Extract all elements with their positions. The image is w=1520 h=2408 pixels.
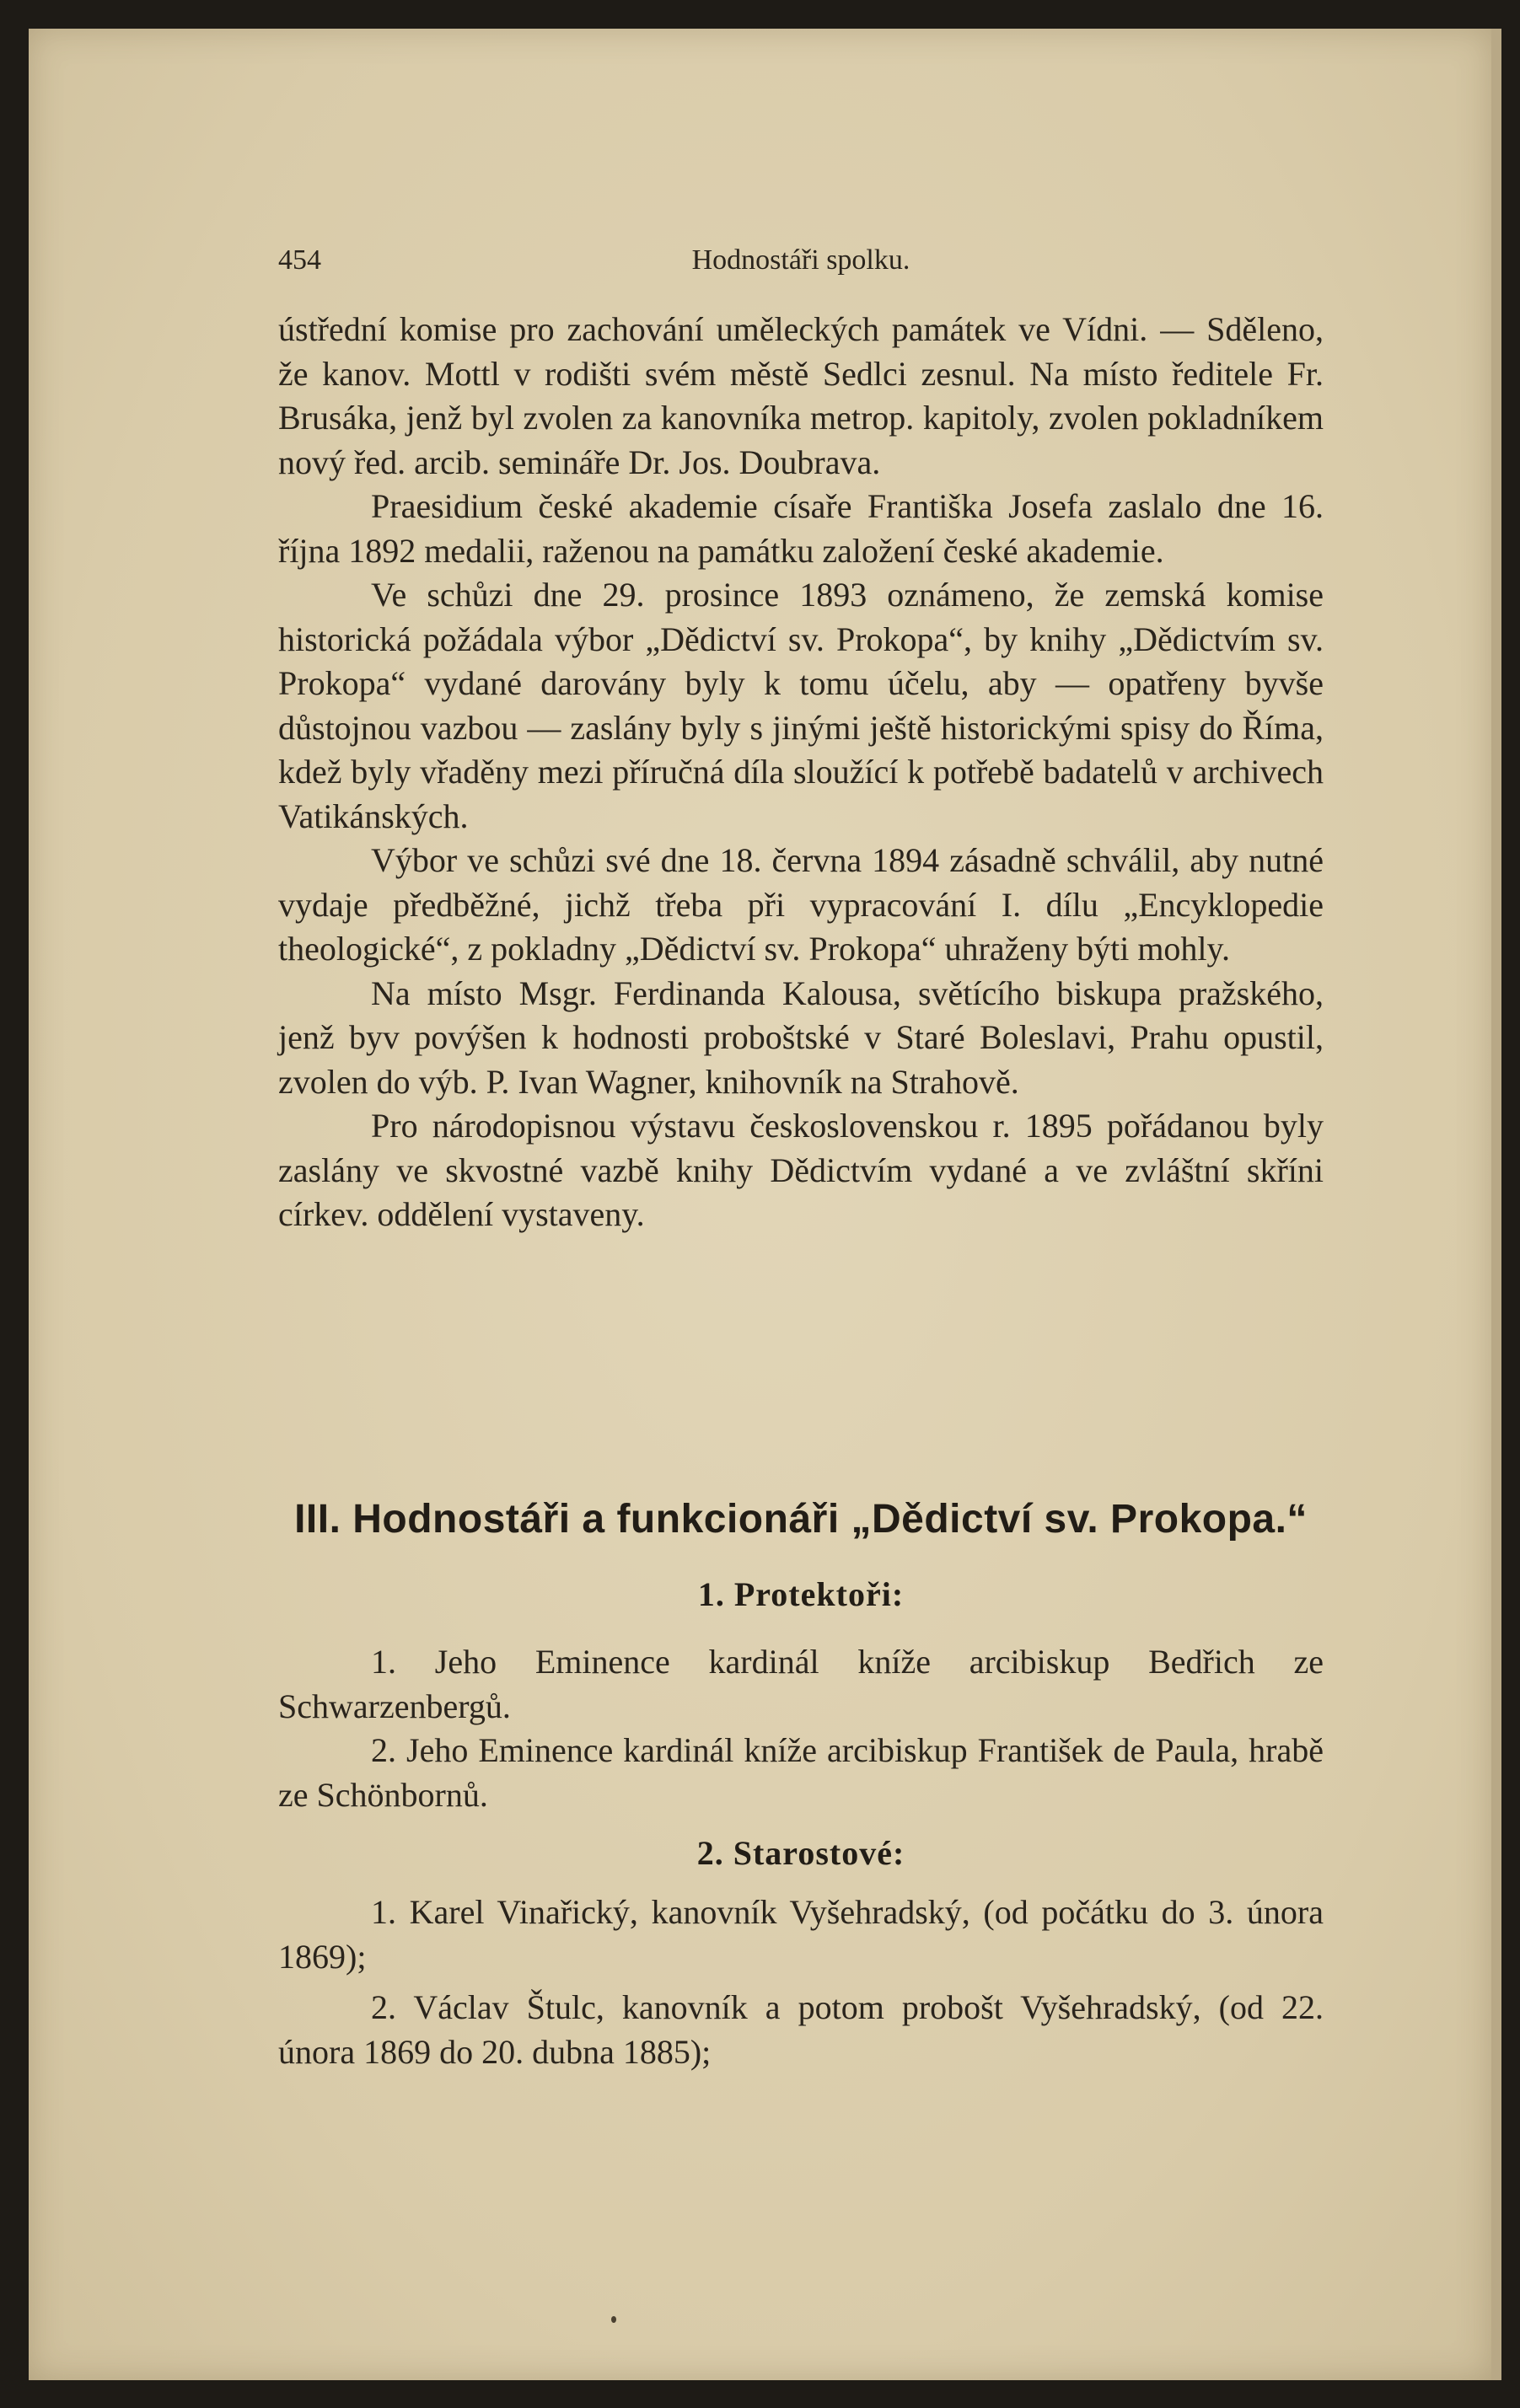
page-number: 454 <box>278 244 321 276</box>
chairmen-heading: 2. Starostové: <box>696 1834 905 1872</box>
paragraph-1: ústřední komise pro zachování uměleckých památek ve Vídni. — Sděleno, že kanov. Mottl v rodišti svém městě Sedlci zesnul. Na místo ředitele Fr. Brusáka, jenž byl zvolen za kanovníka metrop. kapitoly, zvolen pokladníkem nový řed. arcib. semináře Dr. Jos. Doubrava. <box>278 310 1324 481</box>
paragraph-4: Výbor ve schůzi své dne 18. června 1894 zásadně schválil, aby nutné vydaje předběžné, jichž třeba při vypracování I. dílu „Encyklopedie theologické“, z pokladny „Dědictví sv. Prokopa“ uhraženy býti mohly. <box>278 841 1324 968</box>
paragraph-2: Praesidium české akademie císaře Františka Josefa zaslalo dne 16. října 1892 medalii, raženou na památku založení české akademie. <box>278 487 1324 570</box>
protectors-heading: 1. Protektoři: <box>697 1575 905 1613</box>
body-text <box>278 308 1324 1237</box>
list-item: 1. Jeho Eminence kardinál kníže arcibiskup Bedřich ze Schwarzenbergů. <box>278 1643 1324 1725</box>
page-header <box>278 244 1324 283</box>
section-heading: III. Hodnostáři a funkcionáři „Dědictví sv. Prokopa.“ <box>294 1497 1308 1542</box>
paragraph-5: Na místo Msgr. Ferdinanda Kalousa, světícího biskupa pražského, jenž byv povýšen k hodnosti proboštské v Staré Boleslavi, Prahu opustil, zvolen do výb. P. Ivan Wagner, knihovník na Strahově. <box>278 973 1324 1101</box>
chairmen-list <box>278 1890 1324 2074</box>
page-edge <box>1491 29 1501 2380</box>
list-item: 2. Jeho Eminence kardinál kníže arcibiskup František de Paula, hrabě ze Schönbornů. <box>278 1731 1324 1814</box>
paper-speck <box>611 2316 616 2323</box>
protectors-list <box>278 1640 1324 1817</box>
list-item: 1. Karel Vinařický, kanovník Vyšehradský, (od počátku do 3. února 1869); <box>278 1893 1324 1976</box>
running-title: Hodnostáři spolku. <box>691 244 910 276</box>
paragraph-6: Pro národopisnou výstavu československou r. 1895 pořádanou byly zaslány ve skvostné vazbě knihy Dědictvím vydané a ve zvláštní skříni církev. oddělení vystaveny. <box>278 1107 1324 1233</box>
list-item: 2. Václav Štulc, kanovník a potom probošt Vyšehradský, (od 22. února 1869 do 20. dubna 1885); <box>278 1988 1324 2071</box>
paragraph-3: Ve schůzi dne 29. prosince 1893 oznámeno, že zemská komise historická požádala výbor „Dědictví sv. Prokopa“, by knihy „Dědictvím sv. Prokopa“ vydané darovány byly k tomu účelu, aby — opatřeny byvše důstojnou vazbou — zaslány byly s jinými ještě historickými spisy do Říma, kdež byly vřaděny mezi příručná díla sloužící k potřebě badatelů v archivech Vatikánských. <box>278 576 1324 835</box>
